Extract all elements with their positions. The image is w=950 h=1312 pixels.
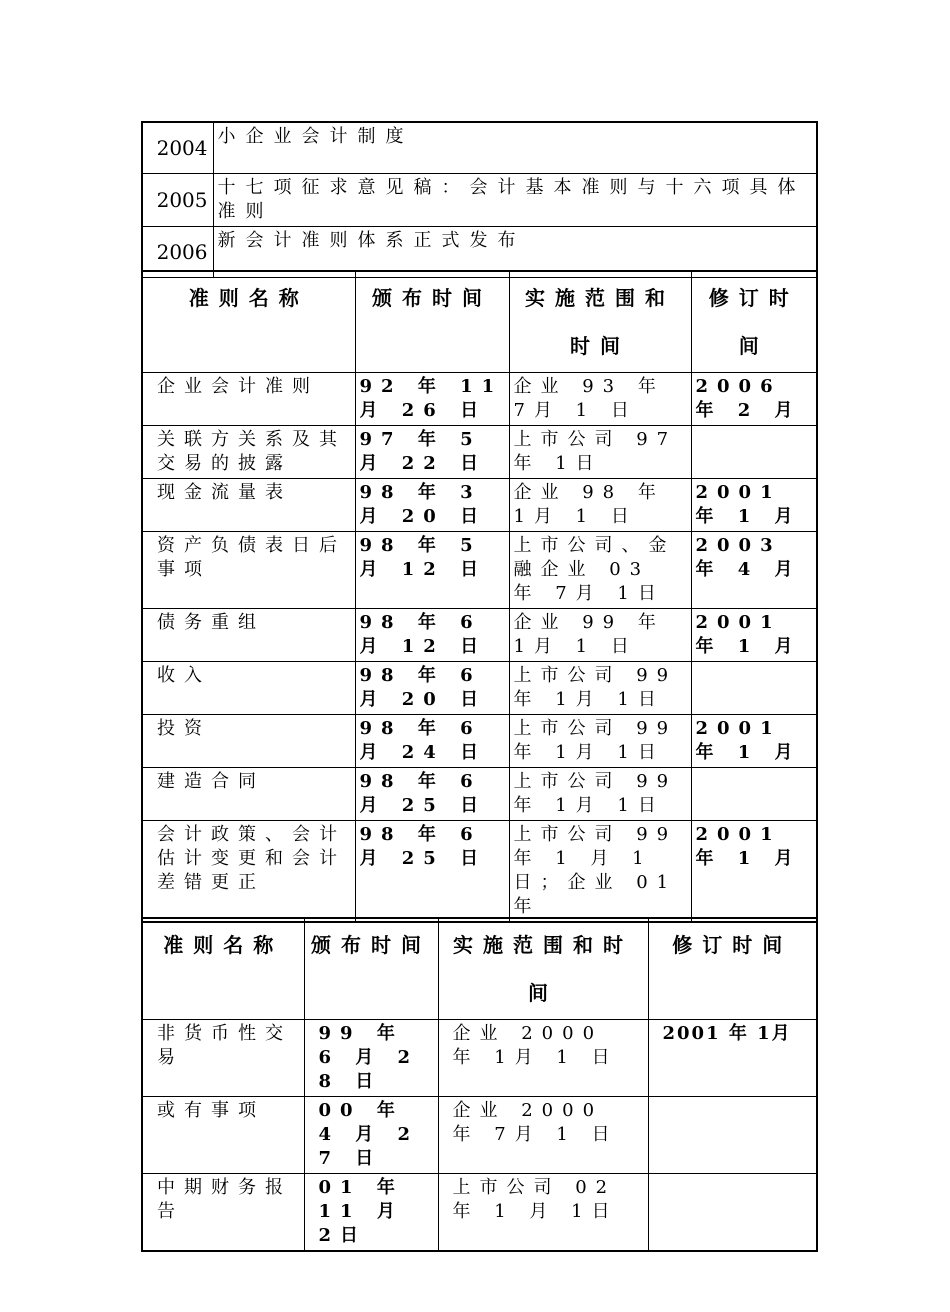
header-row: [142, 918, 817, 1020]
table-row: [142, 768, 817, 821]
revised-cell: 2001 年 1 月: [691, 479, 817, 532]
scope-cell: 企业 93 年 7月 1 日: [509, 373, 691, 426]
scope-cell: 上市公司 97 年 1日: [509, 426, 691, 479]
column-header: 准则名称: [142, 271, 355, 373]
issued-cell: 98 年 6 月 12 日: [355, 609, 509, 662]
issued-cell: 98 年 6 月 25 日: [355, 821, 509, 923]
scope-cell: 上市公司、金融企业 03 年 7月 1日: [509, 532, 691, 609]
revised-cell: 2001 年 1月: [648, 1020, 817, 1097]
scope-cell: 上市公司 02 年 1 月 1日: [438, 1174, 648, 1252]
revised-cell: 2001 年 1 月: [691, 609, 817, 662]
revised-cell: 2001 年 1 月: [691, 821, 817, 923]
table-row: [142, 426, 817, 479]
table-row: [142, 479, 817, 532]
issued-cell: 98 年 6 月 20 日: [355, 662, 509, 715]
table-row: [142, 532, 817, 609]
event-cell: 新会计准则体系正式发布: [213, 227, 817, 278]
name-cell: 会计政策、会计估计变更和会计差错更正: [142, 821, 355, 923]
issued-cell: 98 年 6 月 24 日: [355, 715, 509, 768]
table-row: [142, 715, 817, 768]
standards-table-1: [141, 270, 818, 923]
revised-cell: [648, 1097, 817, 1174]
name-cell: 建造合同: [142, 768, 355, 821]
standards-table-2: [141, 917, 818, 1252]
column-header: 实施范围和时间: [509, 271, 691, 373]
name-cell: 收入: [142, 662, 355, 715]
name-cell: 或有事项: [142, 1097, 304, 1174]
year-cell: 2005: [142, 174, 213, 227]
scope-cell: 上市公司 99 年 1 月 1 日；企业 01 年: [509, 821, 691, 923]
scope-cell: 企业 98 年 1月 1 日: [509, 479, 691, 532]
name-cell: 企业会计准则: [142, 373, 355, 426]
name-cell: 非货币性交易: [142, 1020, 304, 1097]
table-row: [142, 1097, 817, 1174]
scope-cell: 企业 99 年 1月 1 日: [509, 609, 691, 662]
revised-cell: [691, 426, 817, 479]
revised-cell: 2006 年 2 月: [691, 373, 817, 426]
years-table: [141, 121, 818, 278]
table-row: [142, 373, 817, 426]
issued-cell: 01 年 11 月 2日: [304, 1174, 438, 1252]
column-header: 颁布时间: [355, 271, 509, 373]
table-row: [142, 122, 817, 174]
year-cell: 2006: [142, 227, 213, 278]
column-header: 实施范围和时间: [438, 918, 648, 1020]
issued-cell: 92 年 11 月 26 日: [355, 373, 509, 426]
revised-cell: [648, 1174, 817, 1252]
table-row: [142, 662, 817, 715]
table-row: [142, 609, 817, 662]
event-cell: 小企业会计制度: [213, 122, 817, 174]
name-cell: 资产负债表日后事项: [142, 532, 355, 609]
column-header: 修订时间: [691, 271, 817, 373]
column-header: 准则名称: [142, 918, 304, 1020]
name-cell: 投资: [142, 715, 355, 768]
issued-cell: 00 年 4 月 27 日: [304, 1097, 438, 1174]
scope-cell: 上市公司 99 年 1月 1日: [509, 662, 691, 715]
table-row: [142, 1020, 817, 1097]
name-cell: 关联方关系及其交易的披露: [142, 426, 355, 479]
name-cell: 债务重组: [142, 609, 355, 662]
scope-cell: 企业 2000 年 1月 1 日: [438, 1020, 648, 1097]
issued-cell: 98 年 5 月 12 日: [355, 532, 509, 609]
scope-cell: 上市公司 99 年 1月 1日: [509, 715, 691, 768]
year-cell: 2004: [142, 122, 213, 174]
name-cell: 现金流量表: [142, 479, 355, 532]
table-row: [142, 821, 817, 923]
scope-cell: 上市公司 99 年 1月 1日: [509, 768, 691, 821]
scope-cell: 企业 2000 年 7月 1 日: [438, 1097, 648, 1174]
revised-cell: 2003 年 4 月: [691, 532, 817, 609]
revised-cell: [691, 768, 817, 821]
revised-cell: [691, 662, 817, 715]
table-row: [142, 1174, 817, 1252]
revised-cell: 2001 年 1 月: [691, 715, 817, 768]
table-row: [142, 174, 817, 227]
column-header: 颁布时间: [304, 918, 438, 1020]
event-cell: 十七项征求意见稿：会计基本准则与十六项具体准则: [213, 174, 817, 227]
issued-cell: 98 年 3 月 20 日: [355, 479, 509, 532]
column-header: 修订时间: [648, 918, 817, 1020]
issued-cell: 97 年 5 月 22 日: [355, 426, 509, 479]
name-cell: 中期财务报告: [142, 1174, 304, 1252]
header-row: [142, 271, 817, 373]
issued-cell: 99 年 6 月 28 日: [304, 1020, 438, 1097]
issued-cell: 98 年 6 月 25 日: [355, 768, 509, 821]
